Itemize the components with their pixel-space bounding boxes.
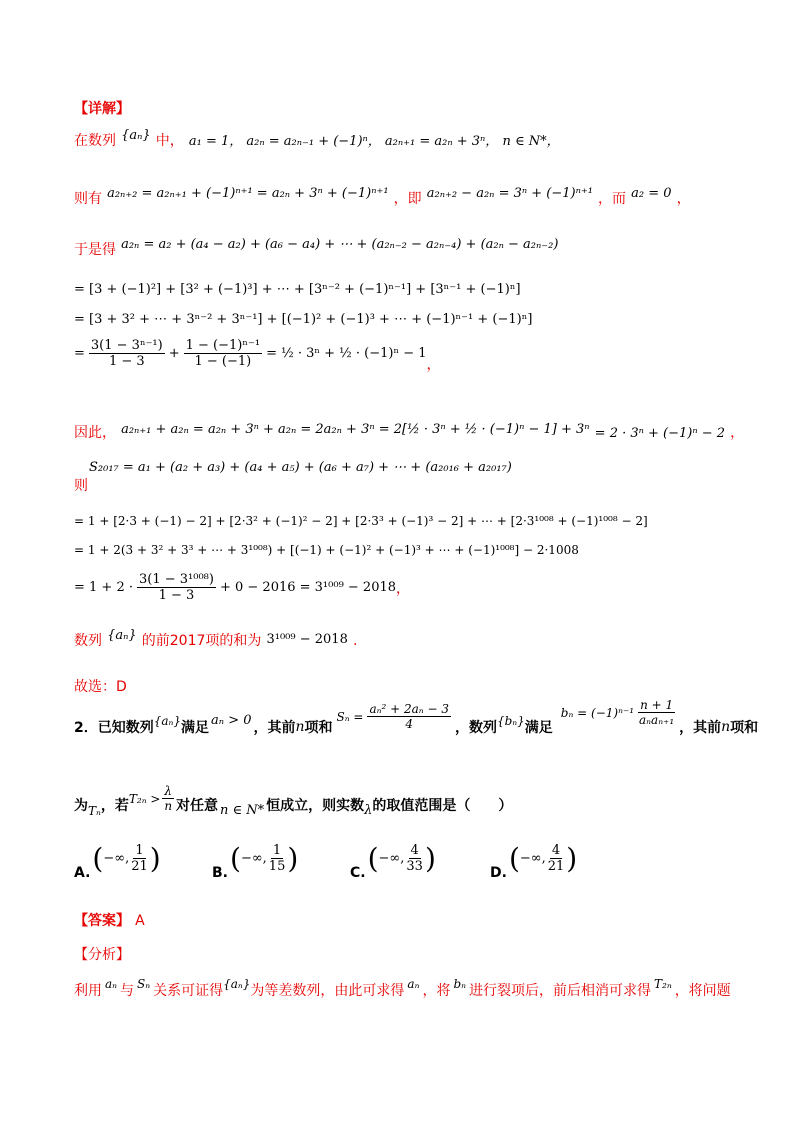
line12-dot: . xyxy=(352,633,358,649)
question-n: n xyxy=(295,718,305,735)
analysis-seq: {aₙ} xyxy=(223,977,251,991)
question-nN: n ∈ N* xyxy=(220,803,265,818)
question-text-12: 恒成立，则实数 xyxy=(266,797,365,814)
right-paren: ) xyxy=(149,842,161,875)
question-text-9: 为 xyxy=(74,797,88,814)
question-seq-b: {bₙ} xyxy=(496,713,525,728)
question-2-line-2 xyxy=(74,784,513,819)
question-2-line-1 xyxy=(74,698,759,741)
left-paren: ( xyxy=(367,842,379,875)
option-numerator: 4 xyxy=(551,843,561,858)
question-S-fraction xyxy=(367,702,450,731)
detail-heading: 【详解】 xyxy=(74,101,130,117)
analysis-text-4: 为等差数列，由此可求得 xyxy=(250,983,405,999)
option-denominator: 33 xyxy=(406,859,423,874)
question-n-2: n xyxy=(721,718,731,735)
question-text-2: 满足 xyxy=(181,719,210,736)
line1-seq: {aₙ} xyxy=(121,128,151,143)
analysis-bn: bₙ xyxy=(453,977,466,991)
line3-text: 于是得 xyxy=(74,242,116,258)
line8-math: S₂₀₁₇ = a₁ + (a₂ + a₃) + (a₄ + a₅) + (a₆ + a₇) + ⋯ + (a₂₀₁₆ + a₂₀₁₇) xyxy=(89,460,512,475)
option-numerator: 1 xyxy=(272,843,282,858)
line2-text: 则有 xyxy=(74,191,102,207)
line2-text-2: ，即 xyxy=(393,191,422,207)
analysis-text-6: 进行裂项后，前后相消可求得 xyxy=(469,983,651,999)
left-paren: ( xyxy=(508,842,520,875)
line2-text-3: ，而 xyxy=(598,191,627,207)
fraction-2-num: 1 − (−1)ⁿ⁻¹ xyxy=(185,338,261,353)
option-fraction xyxy=(406,843,423,874)
detail-line-10: = 1 + 2(3 + 3² + 3³ + ⋯ + 3¹⁰⁰⁸) + [(−1) + (−1)² + (−1)³ + ⋯ + (−1)¹⁰⁰⁸] − 2·1008 xyxy=(74,543,579,557)
line7-comma: ， xyxy=(730,425,745,441)
analysis-an-2: aₙ xyxy=(407,977,420,991)
plus-sign: + xyxy=(168,346,180,361)
line7-math: a₂ₙ₊₁ + a₂ₙ = a₂ₙ + 3ⁿ + a₂ₙ = 2a₂ₙ + 3ⁿ = 2[½ · 3ⁿ + ½ · (−1)ⁿ − 1] + 3ⁿ xyxy=(121,422,590,437)
question-ineq-num: λ xyxy=(164,784,173,798)
question-lambda: λ xyxy=(364,803,373,818)
question-text-11: 对任意 xyxy=(176,797,219,814)
option-denominator: 21 xyxy=(131,859,148,874)
question-text-3: ，其前 xyxy=(253,719,296,736)
line12-text-2: 的前2017项的和为 xyxy=(141,633,262,649)
line2-math-3: a₂ = 0 xyxy=(631,186,672,201)
option-fraction xyxy=(131,843,148,874)
analysis-an: aₙ xyxy=(105,977,118,991)
line11-den: 1 − 3 xyxy=(158,588,195,603)
question-b-den: aₙaₙ₊₁ xyxy=(639,713,675,727)
option-prefix: −∞, xyxy=(103,851,130,866)
detail-line-7 xyxy=(74,422,744,442)
option-fraction xyxy=(269,843,286,874)
line11-comma: ， xyxy=(396,580,411,597)
option-b xyxy=(212,842,298,883)
question-ineq-fraction xyxy=(162,784,174,813)
option-label: C. xyxy=(350,865,366,881)
question-number: 2． xyxy=(74,719,98,736)
option-interval xyxy=(509,842,577,875)
fraction-1 xyxy=(89,338,165,369)
question-text-7: ，其前 xyxy=(679,719,722,736)
question-S-den: 4 xyxy=(405,717,414,731)
left-paren: ( xyxy=(92,842,104,875)
line7-text: 因此， xyxy=(74,425,116,441)
question-seq-a: {aₙ} xyxy=(153,713,182,728)
question-ineq-den: n xyxy=(164,799,173,813)
detail-line-9: = 1 + [2·3 + (−1) − 2] + [2·3² + (−1)² − 2] + [2·3³ + (−1)³ − 2] + ⋯ + [2·3¹⁰⁰⁸ + (−1)¹⁰⁰⁸ − 2] xyxy=(74,514,648,528)
question-text-5: ，数列 xyxy=(454,719,497,736)
final-choice: 故选：D xyxy=(74,679,127,695)
analysis-line xyxy=(74,977,731,1000)
right-paren: ) xyxy=(566,842,578,875)
question-text-10: ，若 xyxy=(100,797,129,814)
option-denominator: 15 xyxy=(268,859,286,874)
question-b-lhs: bₙ = (−1)ⁿ⁻¹ xyxy=(560,705,635,720)
option-interval xyxy=(368,842,436,875)
fraction-1-den: 1 − 3 xyxy=(108,354,145,369)
option-prefix: −∞, xyxy=(240,851,267,866)
answer-line xyxy=(74,910,145,930)
analysis-text-2: 与 xyxy=(120,983,135,999)
line1-text: 在数列 xyxy=(74,133,116,149)
analysis-T2n: T₂ₙ xyxy=(654,977,672,991)
analysis-text-7: ，将问题 xyxy=(674,983,731,999)
option-numerator: 1 xyxy=(135,843,144,858)
analysis-Sn: Sₙ xyxy=(137,977,151,991)
line11-pre: = 1 + 2 · xyxy=(74,580,133,595)
question-text-1: 已知数列 xyxy=(97,719,154,736)
option-label: B. xyxy=(212,865,228,881)
question-text-6: 满足 xyxy=(524,719,553,736)
line3-math: a₂ₙ = a₂ + (a₄ − a₂) + (a₆ − a₄) + ⋯ + (a₂ₙ₋₂ − a₂ₙ₋₄) + (a₂ₙ − a₂ₙ₋₂) xyxy=(121,237,559,252)
line2-math-2: a₂ₙ₊₂ − a₂ₙ = 3ⁿ + (−1)ⁿ⁺¹ xyxy=(426,186,593,201)
question-b-fraction xyxy=(638,698,675,727)
option-interval xyxy=(92,842,160,875)
question-S-lhs: Sₙ = xyxy=(336,709,364,724)
option-c xyxy=(350,842,436,883)
detail-line-6: = $\frac{\text{3(1 − 3ⁿ⁻¹)}}{1 - 3}$ + $\frac{\text{1 − (−1)ⁿ⁻¹}}{1 - (-1)}$ = ½ · 3ⁿ + ½ · (−1)ⁿ − 1 ， xyxy=(74,338,441,373)
line2-math: a₂ₙ₊₂ = a₂ₙ₊₁ + (−1)ⁿ⁺¹ = a₂ₙ + 3ⁿ + (−1)ⁿ⁺¹ xyxy=(107,186,389,201)
answer-value: A xyxy=(135,913,145,929)
option-prefix: −∞, xyxy=(378,851,405,866)
option-prefix: −∞, xyxy=(519,851,546,866)
detail-line-11 xyxy=(74,572,410,603)
question-ineq-lhs: T₂ₙ > xyxy=(128,791,161,806)
fraction-2 xyxy=(184,338,262,369)
option-a xyxy=(74,842,161,883)
question-text-8: 项和 xyxy=(730,719,759,736)
line12-text: 数列 xyxy=(74,633,102,649)
line12-seq: {aₙ} xyxy=(107,628,137,643)
detail-line-2 xyxy=(74,188,691,208)
question-b-num: n + 1 xyxy=(640,698,674,712)
analysis-text-3: 关系可证得 xyxy=(153,983,224,999)
detail-line-4: = [3 + (−1)²] + [3² + (−1)³] + ⋯ + [3ⁿ⁻² + (−1)ⁿ⁻¹] + [3ⁿ⁻¹ + (−1)ⁿ] xyxy=(74,282,521,297)
detail-line-5: = [3 + 3² + ⋯ + 3ⁿ⁻² + 3ⁿ⁻¹] + [(−1)² + (−1)³ + ⋯ + (−1)ⁿ⁻¹ + (−1)ⁿ] xyxy=(74,312,533,327)
fraction-2-den: 1 − (−1) xyxy=(194,354,252,369)
option-fraction xyxy=(548,843,565,874)
analysis-text-5: ，将 xyxy=(422,983,451,999)
question-text-4: 项和 xyxy=(304,719,333,736)
option-numerator: 4 xyxy=(410,843,419,858)
detail-line-3 xyxy=(74,233,559,258)
line1-mid: 中， xyxy=(155,133,184,149)
left-paren: ( xyxy=(230,842,241,875)
line11-fraction xyxy=(137,572,216,603)
question-Tn: Tₙ xyxy=(88,803,101,818)
line6-tail: = ½ · 3ⁿ + ½ · (−1)ⁿ − 1 xyxy=(266,346,427,361)
line2-text-4: ， xyxy=(676,191,691,207)
line11-post: + 0 − 2016 = 3¹⁰⁰⁹ − 2018 xyxy=(219,580,397,595)
line1-math: a₁ = 1， a₂ₙ = a₂ₙ₋₁ + (−1)ⁿ， a₂ₙ₊₁ = a₂ₙ + 3ⁿ， n ∈ N*， xyxy=(188,134,560,149)
detail-line-1 xyxy=(74,130,560,150)
answer-heading: 【答案】 xyxy=(74,913,130,929)
option-interval xyxy=(230,842,298,875)
question-cond: aₙ > 0 xyxy=(211,713,252,728)
detail-line-8 xyxy=(74,460,512,495)
fraction-1-num: 3(1 − 3ⁿ⁻¹) xyxy=(90,338,163,353)
question-S-num: aₙ² + 2aₙ − 3 xyxy=(369,702,449,716)
analysis-heading: 【分析】 xyxy=(74,947,130,963)
question-text-13: 的取值范围是（ ） xyxy=(372,797,513,814)
line11-num: 3(1 − 3¹⁰⁰⁸) xyxy=(139,572,214,587)
option-denominator: 21 xyxy=(547,859,565,874)
right-paren: ) xyxy=(287,842,299,875)
analysis-text-1: 利用 xyxy=(74,983,102,999)
line12-math: 3¹⁰⁰⁹ − 2018 xyxy=(266,632,348,647)
right-paren: ) xyxy=(424,842,436,875)
line6-comma: ， xyxy=(426,356,441,373)
option-label: D. xyxy=(490,865,507,881)
detail-line-12 xyxy=(74,630,357,650)
option-d xyxy=(490,842,577,883)
line8-text: 则 xyxy=(74,478,88,494)
line7-math-2: = 2 · 3ⁿ + (−1)ⁿ − 2 xyxy=(594,426,726,441)
option-label: A. xyxy=(74,865,91,881)
